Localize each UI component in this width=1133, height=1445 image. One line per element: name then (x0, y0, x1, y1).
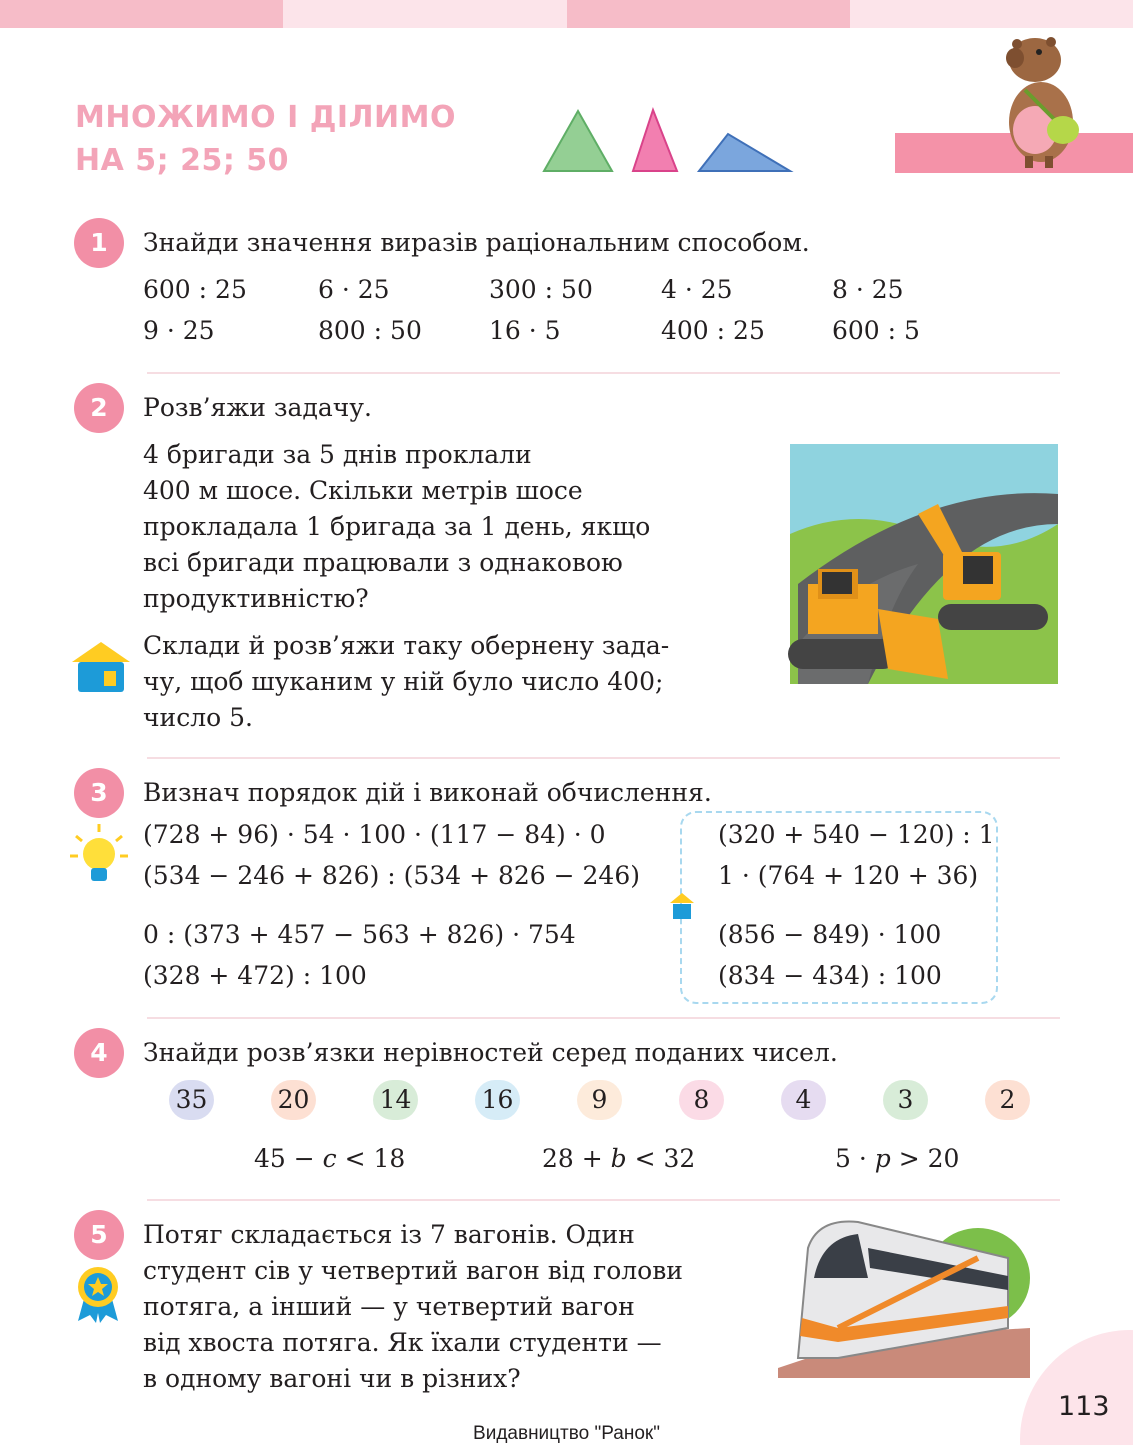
task-number-2: 2 (74, 383, 124, 433)
text-line: в одному вагоні чи в різних? (143, 1364, 521, 1393)
task-2-problem-text (143, 437, 720, 617)
text-line: 400 м шосе. Скільки метрів шосе (143, 476, 583, 505)
text-line: чу, щоб шуканим у ній було число 400; (143, 667, 664, 696)
task-1-expression: 4 · 25 (661, 275, 733, 304)
task-3-expression: (856 − 849) · 100 (718, 920, 942, 949)
title-line-2: НА 5; 25; 50 (75, 143, 290, 178)
task-3-expression: 0 : (373 + 457 − 563 + 826) · 754 (143, 920, 576, 949)
inequality-left: 45 − (254, 1144, 323, 1173)
task-4-instruction: Знайди розв’язки нерівностей серед поданих чисел. (143, 1038, 838, 1067)
task-5-problem-text (143, 1217, 745, 1397)
section-divider (147, 1199, 1060, 1201)
top-stripe (567, 0, 850, 28)
inequality-right: < 18 (336, 1144, 406, 1173)
inequality-variable: c (322, 1144, 337, 1173)
number-chip[interactable]: 3 (883, 1080, 928, 1120)
page-number: 113 (1058, 1391, 1110, 1422)
inequality-left: 28 + (542, 1144, 611, 1173)
task-1-expression: 300 : 50 (489, 275, 593, 304)
text-line: прокладала 1 бригада за 1 день, якщо (143, 512, 651, 541)
task-3-expression: 1 · (764 + 120 + 36) (718, 861, 979, 890)
text-line: від хвоста потяга. Як їхали студенти — (143, 1328, 662, 1357)
task-number-1: 1 (74, 218, 124, 268)
task-3-expression: (534 − 246 + 826) : (534 + 826 − 246) (143, 861, 640, 890)
task-1-instruction: Знайди значення виразів раціональним способом. (143, 228, 810, 257)
task-1-expression: 400 : 25 (661, 316, 765, 345)
number-chip[interactable]: 16 (475, 1080, 520, 1120)
publisher: Видавництво "Ранок" (473, 1423, 660, 1444)
triangles-illustration (540, 105, 800, 177)
house-icon (70, 640, 132, 694)
text-line: всі бригади працювали з однаковою (143, 548, 623, 577)
text-line: Склади й розв’яжи таку обернену зада- (143, 631, 670, 660)
number-chip[interactable]: 35 (169, 1080, 214, 1120)
inequality-variable: p (874, 1144, 891, 1173)
title-line-1: МНОЖИМО І ДІЛИМО (75, 100, 456, 135)
number-chip[interactable]: 20 (271, 1080, 316, 1120)
inequality (835, 1143, 959, 1175)
task-number-3: 3 (74, 768, 124, 818)
inequality (542, 1143, 695, 1175)
task-3-expression: (834 − 434) : 100 (718, 961, 942, 990)
text-line: число 5. (143, 703, 253, 732)
task-3-expression: (320 + 540 − 120) : 1 (718, 820, 995, 849)
section-divider (147, 1017, 1060, 1019)
train-illustration (778, 1218, 1030, 1378)
inequality (254, 1143, 405, 1175)
lightbulb-icon (70, 822, 128, 886)
task-1-expression: 8 · 25 (832, 275, 904, 304)
top-stripe (0, 0, 283, 28)
text-line: студент сів у четвертий вагон від голови (143, 1256, 683, 1285)
text-line: Потяг складається із 7 вагонів. Один (143, 1220, 635, 1249)
text-line: 4 бригади за 5 днів проклали (143, 440, 532, 469)
task-1-expression: 800 : 50 (318, 316, 422, 345)
task-3-expression: (728 + 96) · 54 · 100 · (117 − 84) · 0 (143, 820, 606, 849)
section-divider (147, 372, 1060, 374)
inequality-right: > 20 (890, 1144, 960, 1173)
number-chip[interactable]: 14 (373, 1080, 418, 1120)
number-chip[interactable]: 8 (679, 1080, 724, 1120)
task-number-4: 4 (74, 1028, 124, 1078)
excavator-bulldozer-illustration (778, 444, 1060, 690)
task-2-homework-text (143, 628, 720, 736)
task-3-expression: (328 + 472) : 100 (143, 961, 367, 990)
top-stripe (283, 0, 567, 28)
top-stripe (850, 0, 1133, 28)
number-chip[interactable]: 2 (985, 1080, 1030, 1120)
star-medal-icon (72, 1265, 124, 1323)
task-3-instruction: Визнач порядок дій і виконай обчислення. (143, 778, 712, 807)
text-line: продуктивністю? (143, 584, 369, 613)
task-number-5: 5 (74, 1210, 124, 1260)
task-1-expression: 16 · 5 (489, 316, 561, 345)
task-1-expression: 6 · 25 (318, 275, 390, 304)
text-line: потяга, а інший — у четвертий вагон (143, 1292, 635, 1321)
inequality-variable: b (610, 1144, 627, 1173)
task-2-instruction: Розв’яжи задачу. (143, 393, 372, 422)
task-1-expression: 9 · 25 (143, 316, 215, 345)
capybara-mascot-illustration (995, 30, 1087, 170)
inequality-right: < 32 (626, 1144, 696, 1173)
task-1-expression: 600 : 5 (832, 316, 920, 345)
number-chip[interactable]: 9 (577, 1080, 622, 1120)
house-icon (668, 891, 696, 921)
inequality-left: 5 · (835, 1144, 875, 1173)
number-chip[interactable]: 4 (781, 1080, 826, 1120)
section-divider (147, 757, 1060, 759)
page-title (75, 96, 456, 182)
task-1-expression: 600 : 25 (143, 275, 247, 304)
